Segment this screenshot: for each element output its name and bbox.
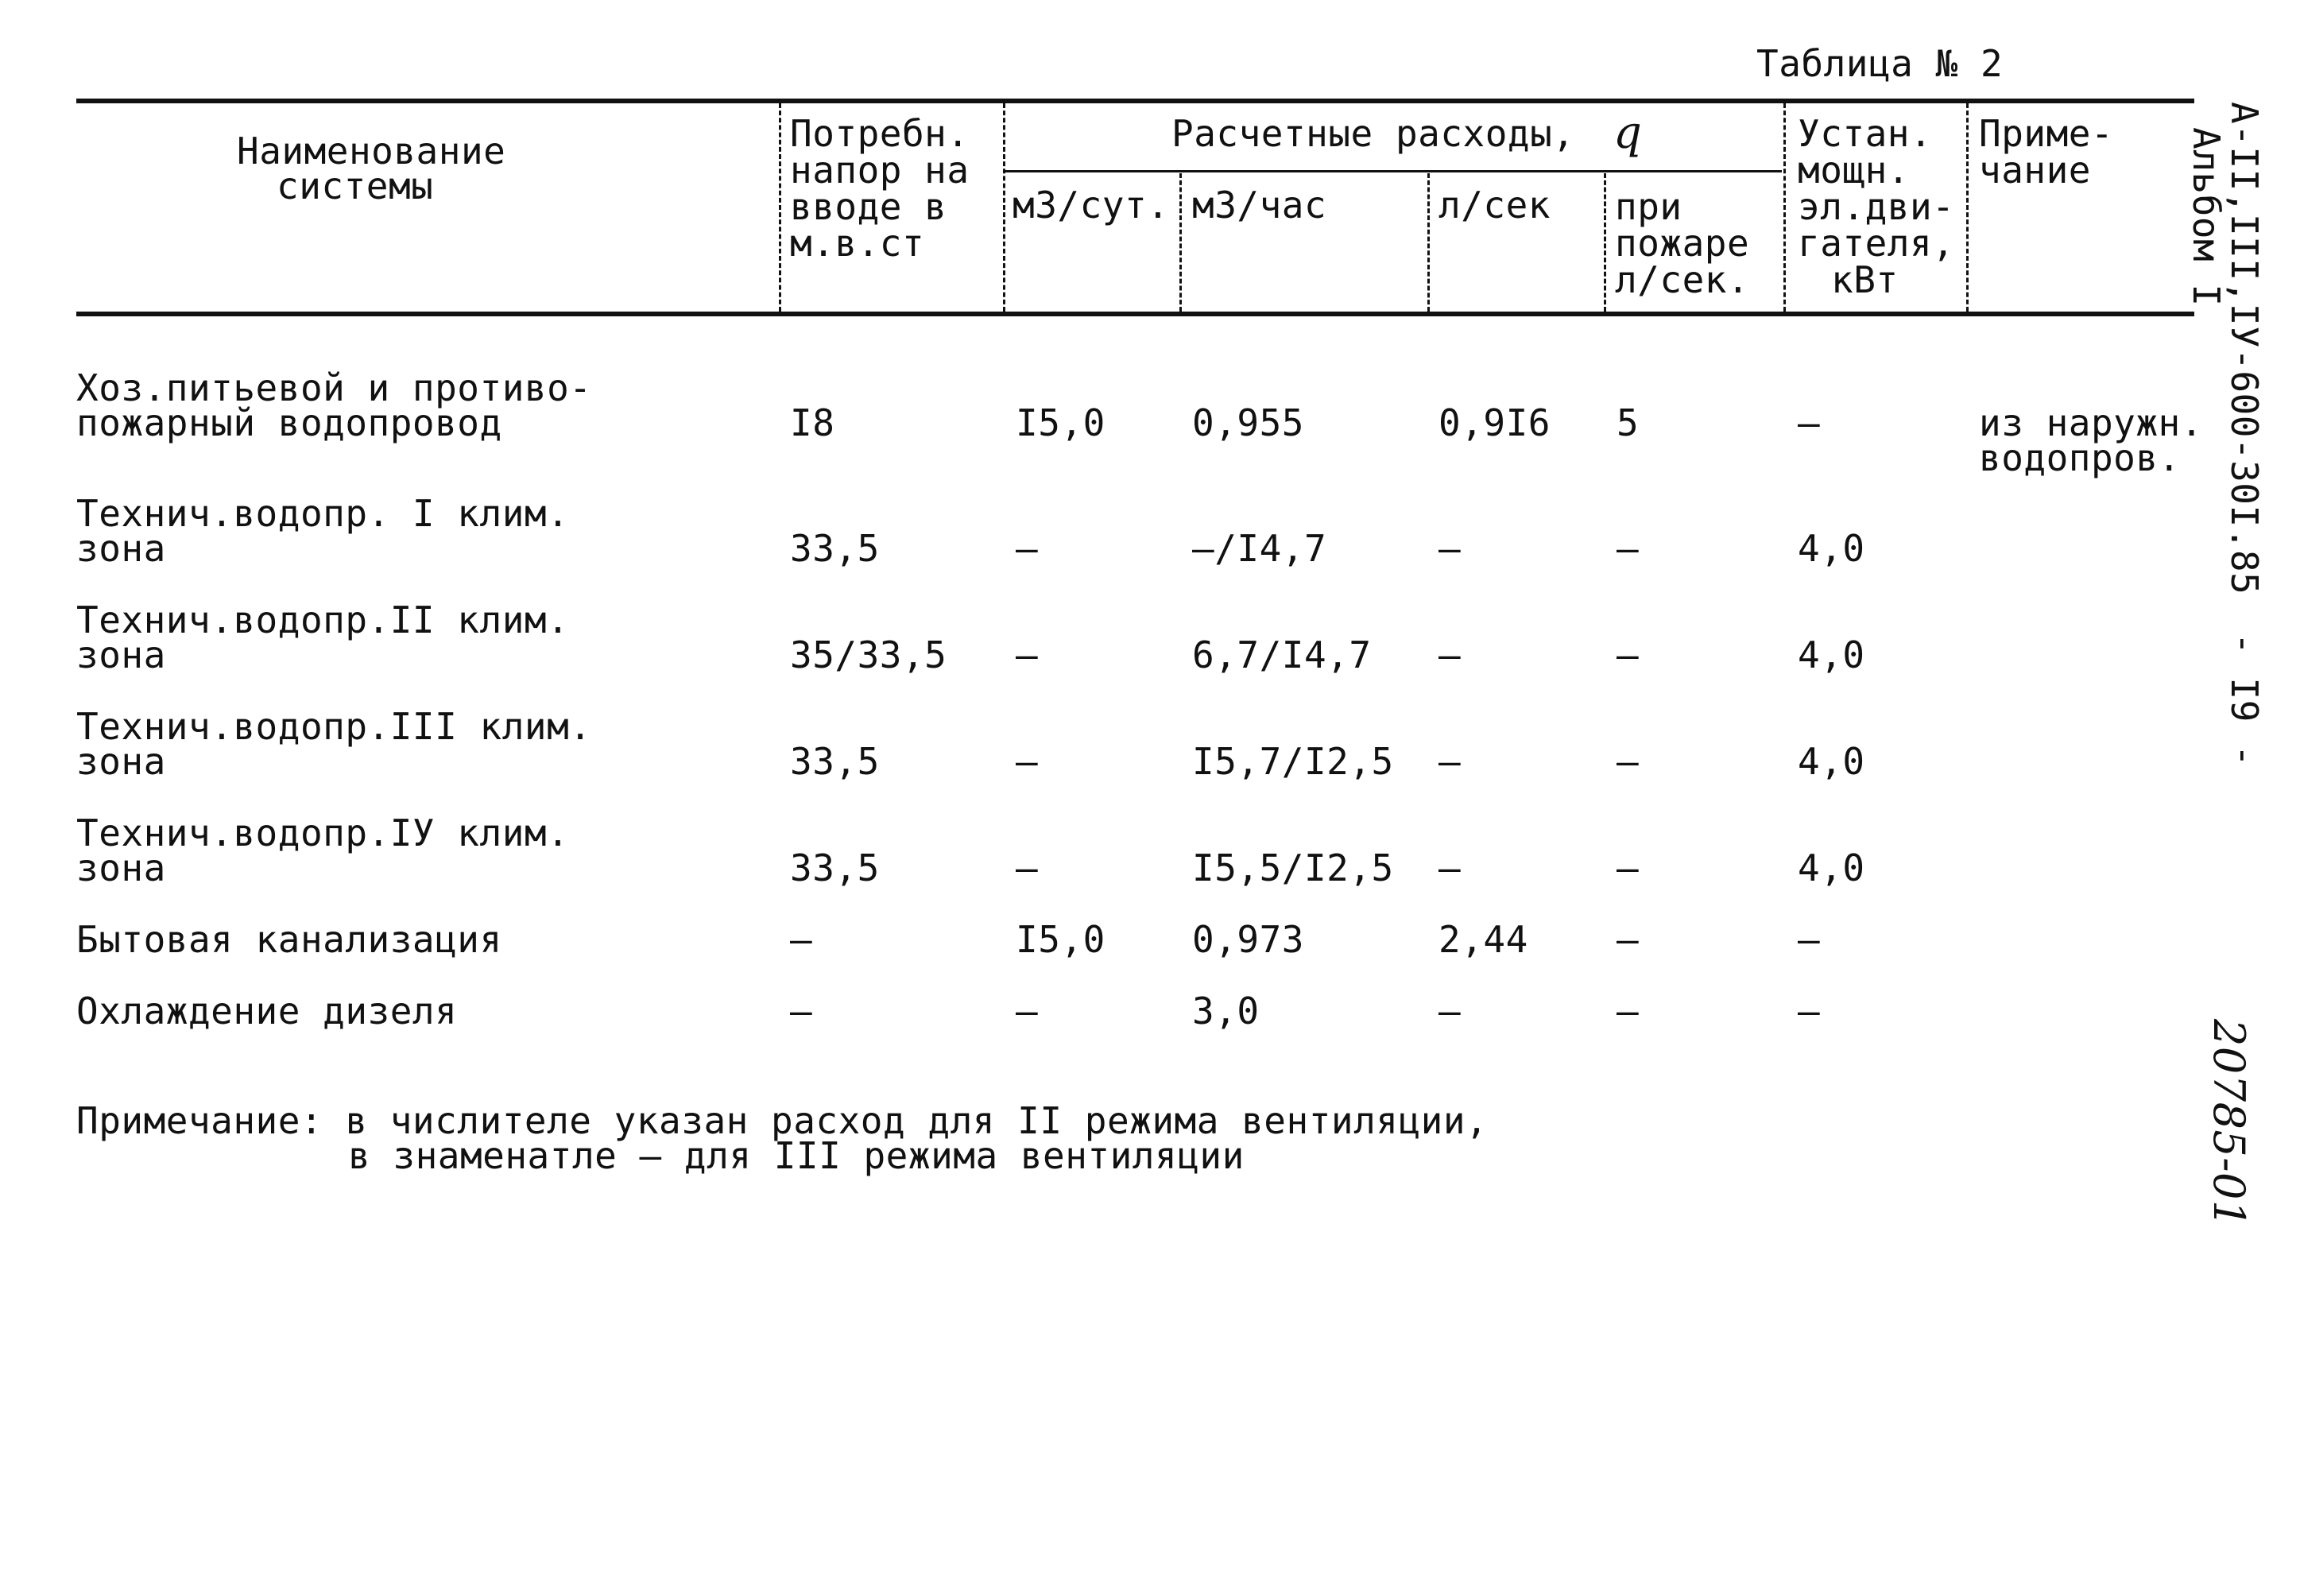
- header-m3-hour: м3/час: [1192, 184, 1327, 227]
- column-separator: [1179, 173, 1182, 312]
- row2-m3-hour: –/I4,7: [1192, 527, 1327, 570]
- column-separator: [1783, 103, 1786, 312]
- row6-power: –: [1798, 918, 1821, 961]
- header-fire-line1: при: [1615, 185, 1682, 228]
- header-flows-symbol: q: [1613, 107, 1643, 159]
- row1-note-line2: водопров.: [1979, 436, 2181, 479]
- row3-name-line1: Технич.водопр.II клим.: [76, 598, 570, 641]
- side-album: Альбом I: [2185, 127, 2228, 307]
- row4-m3-day: –: [1016, 740, 1039, 783]
- column-separator: [779, 103, 781, 312]
- row1-power: –: [1798, 401, 1821, 444]
- row6-l-sec: 2,44: [1438, 918, 1528, 961]
- row6-m3-hour: 0,973: [1192, 918, 1304, 961]
- header-power-line2: мощн.: [1798, 149, 1910, 192]
- row4-l-sec: –: [1438, 740, 1462, 783]
- row6-name: Бытовая канализация: [76, 918, 502, 961]
- flows-subheader-rule: [1003, 170, 1782, 172]
- header-m3-day: м3/сут.: [1013, 184, 1170, 227]
- column-separator: [1966, 103, 1969, 312]
- row4-head: 33,5: [790, 740, 880, 783]
- header-head-line3: вводе в: [790, 185, 947, 228]
- row7-m3-day: –: [1016, 990, 1039, 1032]
- row5-name-line2: зона: [76, 846, 166, 889]
- footnote-line2-part2: ле – для III режима вентиляции: [571, 1134, 1245, 1177]
- header-flows-group: Расчетные расходы,: [1171, 112, 1575, 155]
- row5-fire: –: [1617, 846, 1640, 889]
- row5-name-line1: Технич.водопр.IУ клим.: [76, 812, 570, 854]
- row5-m3-hour: I5,5/I2,5: [1192, 846, 1394, 889]
- row4-power: 4,0: [1798, 740, 1865, 783]
- side-code: А-II,III,IУ-600-30I.85: [2223, 102, 2266, 595]
- row4-name-line1: Технич.водопр.III клим.: [76, 705, 592, 748]
- column-separator: [1003, 103, 1005, 312]
- header-name-line2: системы: [277, 165, 434, 207]
- header-power-line5: кВт: [1831, 258, 1899, 301]
- row6-fire: –: [1617, 918, 1640, 961]
- table-top-rule: [76, 99, 2194, 103]
- row2-fire: –: [1617, 527, 1640, 570]
- footnote-line1: Примечание: в числителе указан расход для II режима вентиляции,: [76, 1099, 1489, 1142]
- header-head-line2: напор на: [790, 149, 970, 192]
- row2-name-line2: зона: [76, 527, 166, 570]
- side-stamp: 20785-01: [2204, 1019, 2254, 1228]
- row4-name-line2: зона: [76, 740, 166, 783]
- header-power-line1: Устан.: [1798, 112, 1933, 155]
- row7-l-sec: –: [1438, 990, 1462, 1032]
- row7-name: Охлаждение дизеля: [76, 990, 458, 1032]
- row3-head: 35/33,5: [790, 633, 947, 676]
- row3-m3-hour: 6,7/I4,7: [1192, 633, 1372, 676]
- row2-power: 4,0: [1798, 527, 1865, 570]
- row3-fire: –: [1617, 633, 1640, 676]
- header-head-line4: м.в.ст: [790, 222, 925, 265]
- column-separator: [1604, 173, 1606, 312]
- header-name-line1: Наименование: [237, 130, 506, 172]
- row2-name-line1: Технич.водопр. I клим.: [76, 492, 570, 535]
- header-fire-line2: пожаре: [1615, 222, 1750, 265]
- row1-name-line2: пожарный водопровод: [76, 401, 502, 444]
- row1-head: I8: [790, 401, 835, 444]
- row2-head: 33,5: [790, 527, 880, 570]
- row1-l-sec: 0,9I6: [1438, 401, 1551, 444]
- row2-l-sec: –: [1438, 527, 1462, 570]
- row4-m3-hour: I5,7/I2,5: [1192, 740, 1394, 783]
- row3-l-sec: –: [1438, 633, 1462, 676]
- header-power-line4: гателя,: [1798, 222, 1955, 265]
- header-note-line2: чание: [1979, 149, 2091, 192]
- table-header-bottom-rule: [76, 312, 2194, 316]
- row3-name-line2: зона: [76, 633, 166, 676]
- row1-m3-day: I5,0: [1016, 401, 1105, 444]
- header-fire-line3: л/сек.: [1615, 258, 1750, 301]
- footnote-line2-part1: в знаменат: [348, 1134, 572, 1177]
- row1-m3-hour: 0,955: [1192, 401, 1304, 444]
- column-separator: [1427, 173, 1430, 312]
- header-l-sec: л/сек: [1438, 184, 1551, 227]
- row1-name-line1: Хоз.питьевой и противо-: [76, 366, 592, 409]
- row7-head: –: [790, 990, 813, 1032]
- row7-fire: –: [1617, 990, 1640, 1032]
- row3-m3-day: –: [1016, 633, 1039, 676]
- table-title: Таблица № 2: [1756, 42, 2004, 85]
- row5-power: 4,0: [1798, 846, 1865, 889]
- row7-m3-hour: 3,0: [1192, 990, 1260, 1032]
- row1-note-line1: из наружн.: [1979, 401, 2203, 444]
- row1-fire: 5: [1617, 401, 1640, 444]
- row3-power: 4,0: [1798, 633, 1865, 676]
- row4-fire: –: [1617, 740, 1640, 783]
- row5-head: 33,5: [790, 846, 880, 889]
- row6-head: –: [790, 918, 813, 961]
- row5-l-sec: –: [1438, 846, 1462, 889]
- row7-power: –: [1798, 990, 1821, 1032]
- header-note-line1: Приме-: [1979, 112, 2114, 155]
- header-power-line3: эл.дви-: [1798, 185, 1955, 228]
- footnote-line2: [348, 1134, 1245, 1177]
- row5-m3-day: –: [1016, 846, 1039, 889]
- header-head-line1: Потребн.: [790, 112, 970, 155]
- row6-m3-day: I5,0: [1016, 918, 1105, 961]
- row2-m3-day: –: [1016, 527, 1039, 570]
- side-page-number: - I9 -: [2223, 633, 2266, 768]
